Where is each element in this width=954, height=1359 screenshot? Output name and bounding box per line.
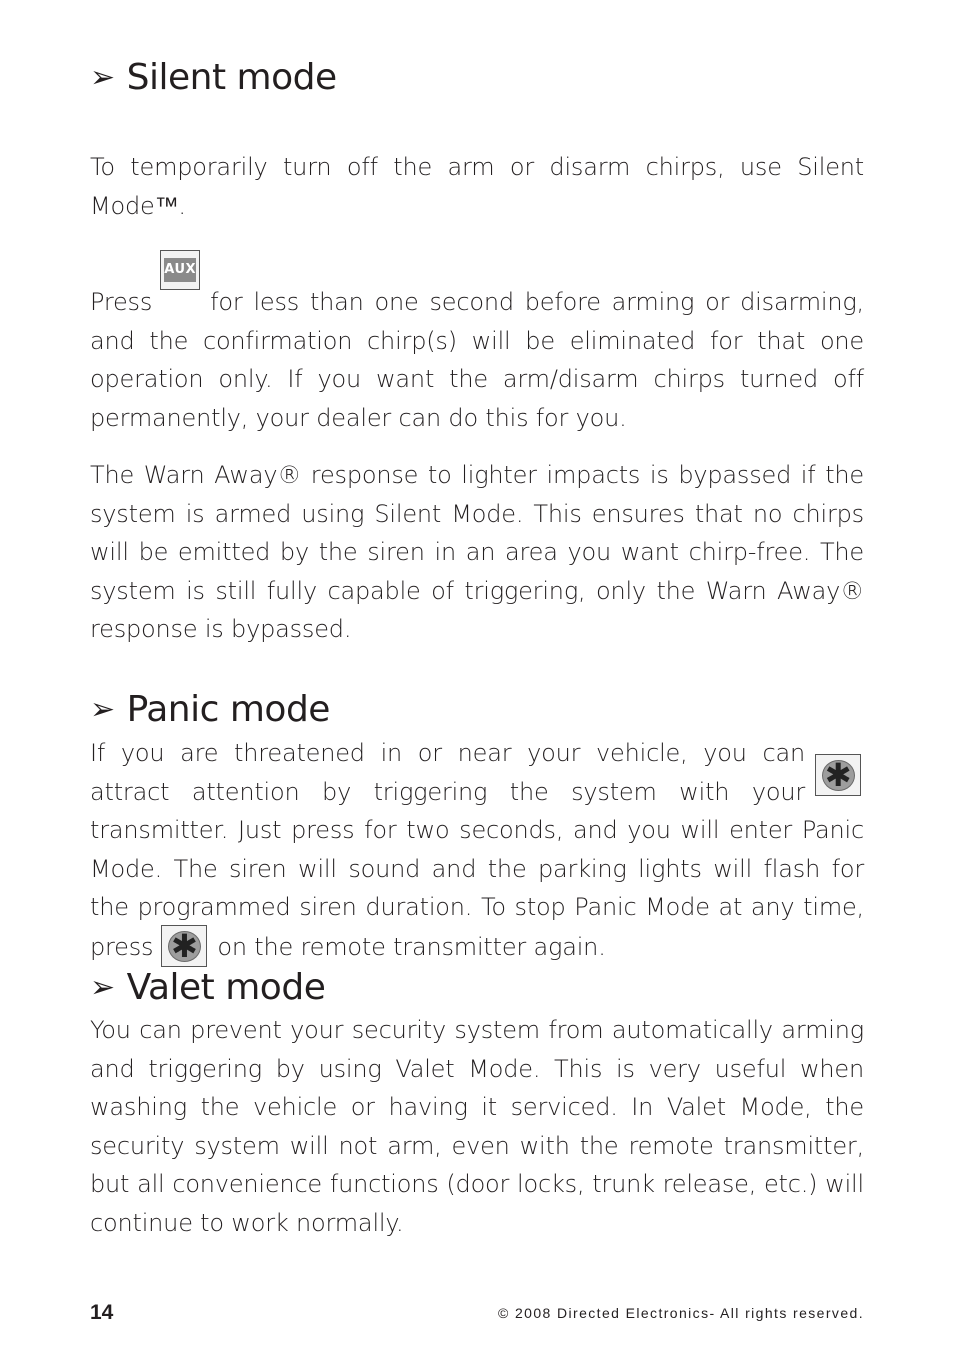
star-glyph: ✱: [824, 756, 852, 794]
silent-mode-press-text: for less than one second before arming or disarming, and the confirmation chirp(s) will be eliminated for that one operation only. If you want the arm/disarm chirps turned off permanently, your dealer can do this for you.: [90, 288, 864, 432]
silent-mode-title: Silent mode: [126, 57, 337, 98]
valet-mode-title: Valet mode: [126, 967, 326, 1008]
arrow-bullet-icon: ➢: [90, 970, 115, 1005]
warn-away-paragraph: The Warn Away® response to lighter impacts is bypassed if the system is armed using Silent Mode. This ensures that no chirps will be emitted by the siren in an area you want chirp-free. The system is still fully capable of triggering, only the Warn Away® response is bypassed.: [90, 461, 864, 643]
panic-mode-heading: [90, 688, 330, 732]
valet-mode-heading: [90, 966, 325, 1010]
star-button-icon: [815, 754, 861, 796]
panic-mode-paragraph: [90, 734, 864, 969]
aux-button-label: AUX: [164, 258, 196, 282]
page-number: 14: [90, 1301, 114, 1324]
panic-mode-text-middle: for two seconds, and you will enter Panic Mode. The siren will sound and the parking lights will flash for the programmed siren duration. To stop Panic Mode at any time, press: [90, 816, 864, 961]
star-button-icon: [161, 925, 207, 967]
panic-mode-text-end: on the remote transmitter again.: [217, 932, 606, 961]
silent-mode-heading: [90, 56, 337, 100]
aux-button-icon: [160, 250, 200, 290]
arrow-bullet-icon: ➢: [90, 692, 115, 727]
valet-mode-paragraph: You can prevent your security system from automatically arming and triggering by using Valet Mode. This is very useful when washing the vehicle or having it serviced. In Valet Mode, the security system will not arm, even with the remote transmitter, but all convenience functions (door locks, trunk release, etc.) will continue to work normally.: [90, 1016, 864, 1237]
silent-mode-intro: To temporarily turn off the arm or disarm chirps, use Silent Mode™.: [90, 153, 864, 220]
press-text: Press: [90, 288, 153, 316]
arrow-bullet-icon: ➢: [90, 60, 115, 95]
silent-mode-press-paragraph: [90, 264, 864, 437]
star-glyph: ✱: [171, 926, 198, 965]
copyright-notice: © 2008 Directed Electronics- All rights reserved.: [497, 1305, 864, 1321]
panic-mode-text-start: If you are threatened in or near your vehicle, you can attract attention by triggering the system with your transmitter. Just press: [90, 739, 805, 844]
panic-mode-title: Panic mode: [126, 689, 330, 730]
